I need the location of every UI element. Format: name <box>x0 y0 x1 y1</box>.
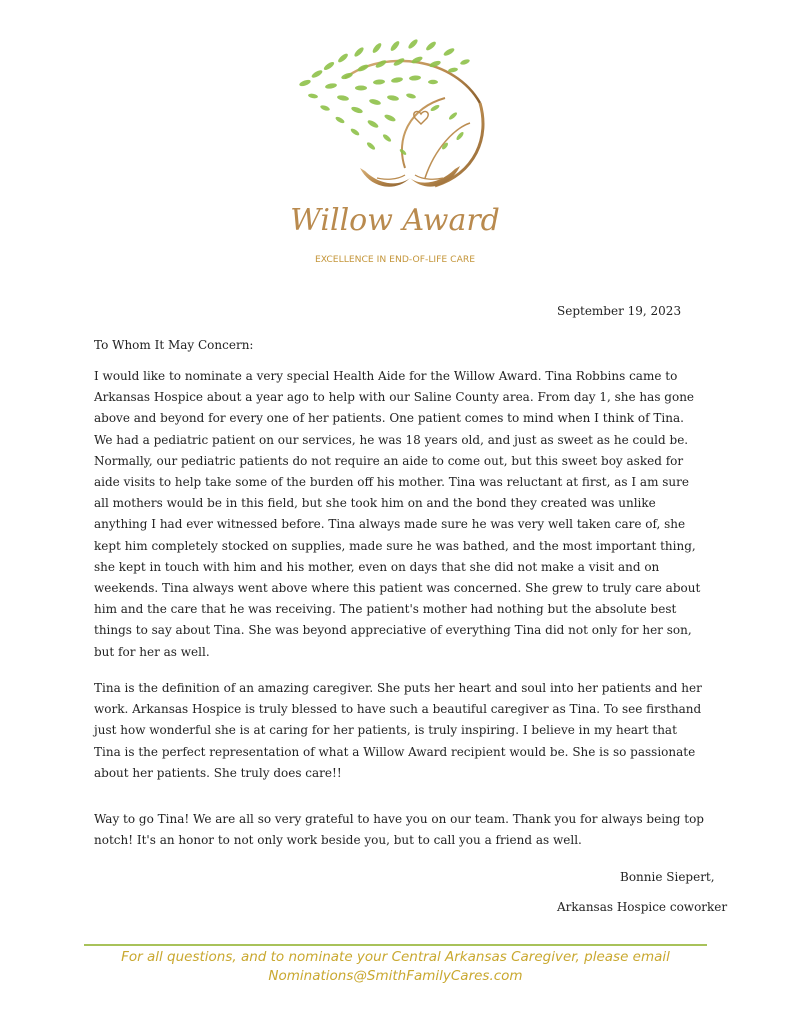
willow-tree-emblem <box>285 28 505 268</box>
logo-title: Willow Award <box>290 203 500 238</box>
footer-email: Nominations@SmithFamilyCares.com <box>268 968 523 984</box>
signature-name: Bonnie Siepert, <box>620 870 715 884</box>
leaf-cluster <box>299 38 471 156</box>
logo-tagline: EXCELLENCE IN END-OF-LIFE CARE <box>314 254 476 265</box>
signature-title: Arkansas Hospice coworker <box>557 900 728 914</box>
footer <box>60 948 731 986</box>
footer-line-1: For all questions, and to nominate your Central Arkansas Caregiver, please email <box>121 949 670 965</box>
footer-divider <box>84 944 707 946</box>
body-paragraph-3: Way to go Tina! We are all so very grateful to have you on our team. Thank you for always being top notch! It's an honor to not only work beside you, but to call you a friend as well. <box>94 812 704 848</box>
willow-award-logo <box>285 28 505 268</box>
letter-date: September 19, 2023 <box>557 304 682 318</box>
body-paragraph-2: Tina is the definition of an amazing caregiver. She puts her heart and soul into her patients and her work. Arkansas Hospice is truly blessed to have such a beautiful caregiver as Tina. To see firsthand just how wonderful she is at caring for her patients, is truly inspiring. I believe in my heart that Tina is the perfect representation of what a Willow Award recipient would be. She is so passionate about her patients. She truly does care!! <box>94 681 702 780</box>
body-paragraph-1: I would like to nominate a very special Health Aide for the Willow Award. Tina Robbins came to Arkansas Hospice about a year ago to help with our Saline County area. From day 1, she has gone above and beyond for every one of her patients. One patient comes to mind when I think of Tina. We had a pediatric patient on our services, he was 18 years old, and just as sweet as he could be. Normally, our pediatric patients do not require an aide to come out, but this sweet boy asked for aide visits to help take some of the burden off his mother. Tina was reluctant at first, as I am sure all mothers would be in this field, but she took him on and the bond they created was unlike anything I had ever witnessed before. Tina always made sure he was very well taken care of, she kept him completely stocked on supplies, made sure he was bathed, and the most important thing, she kept in touch with him and his mother, even on days that she did not make a visit and on weekends. Tina always went above where this patient was concerned. She grew to truly care about him and the care that he was receiving. The patient's mother had nothing but the absolute best things to say about Tina. She was beyond appreciative of everything Tina did not only for her son, but for her as well. <box>94 369 701 659</box>
salutation: To Whom It May Concern: <box>94 338 254 352</box>
